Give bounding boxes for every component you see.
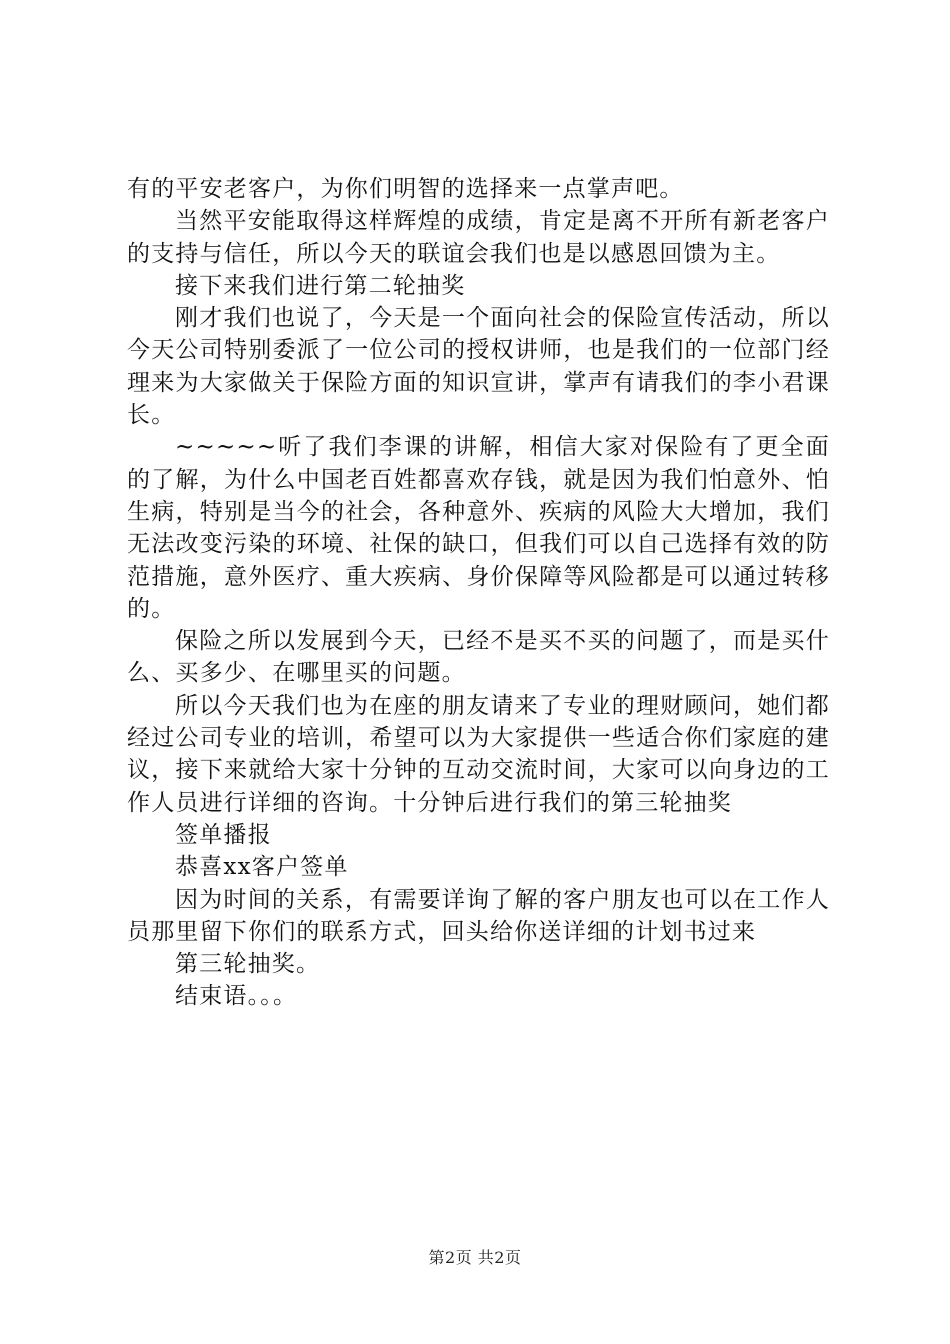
page-number-footer: 第2页 共2页 (428, 1248, 522, 1267)
paragraph-11: 第三轮抽奖。 (175, 951, 321, 978)
paragraph-3: 接下来我们进行第二轮抽奖 (175, 272, 466, 299)
paragraph-8: 签单播报 (175, 821, 272, 848)
document-body (127, 173, 830, 1013)
paragraph-2: 当然平安能取得这样辉煌的成绩，肯定是离不开所有新老客户的支持与信任，所以今天的联谊会我们也是以感恩回馈为主。 (127, 208, 830, 267)
paragraph-12: 结束语。。。 (175, 983, 298, 1010)
paragraph-7: 所以今天我们也为在座的朋友请来了专业的理财顾问，她们都经过公司专业的培训，希望可以为大家提供一些适合你们家庭的建议，接下来就给大家十分钟的互动交流时间，大家可以向身边的工作人员进行详细的咨询。十分钟后进行我们的第三轮抽奖 (127, 692, 830, 816)
paragraph-6: 保险之所以发展到今天，已经不是买不买的问题了，而是买什么、买多少、在哪里买的问题。 (127, 628, 830, 687)
paragraph-10: 因为时间的关系，有需要详询了解的客户朋友也可以在工作人员那里留下你们的联系方式，回头给你送详细的计划书过来 (127, 886, 830, 945)
paragraph-5: ~~~~~听了我们李课的讲解，相信大家对保险有了更全面的了解，为什么中国老百姓都喜欢存钱，就是因为我们怕意外、怕生病，特别是当今的社会，各种意外、疾病的风险大大增加，我们无法改变污染的环境、社保的缺口，但我们可以自己选择有效的防范措施，意外医疗、重大疾病、身价保障等风险都是可以通过转移的。 (127, 434, 830, 622)
paragraph-4: 刚才我们也说了，今天是一个面向社会的保险宣传活动，所以今天公司特别委派了一位公司的授权讲师，也是我们的一位部门经理来为大家做关于保险方面的知识宣讲，掌声有请我们的李小君课长。 (127, 305, 830, 429)
paragraph-1: 有的平安老客户，为你们明智的选择来一点掌声吧。 (127, 176, 684, 202)
paragraph-9: 恭喜xx客户签单 (175, 854, 349, 881)
